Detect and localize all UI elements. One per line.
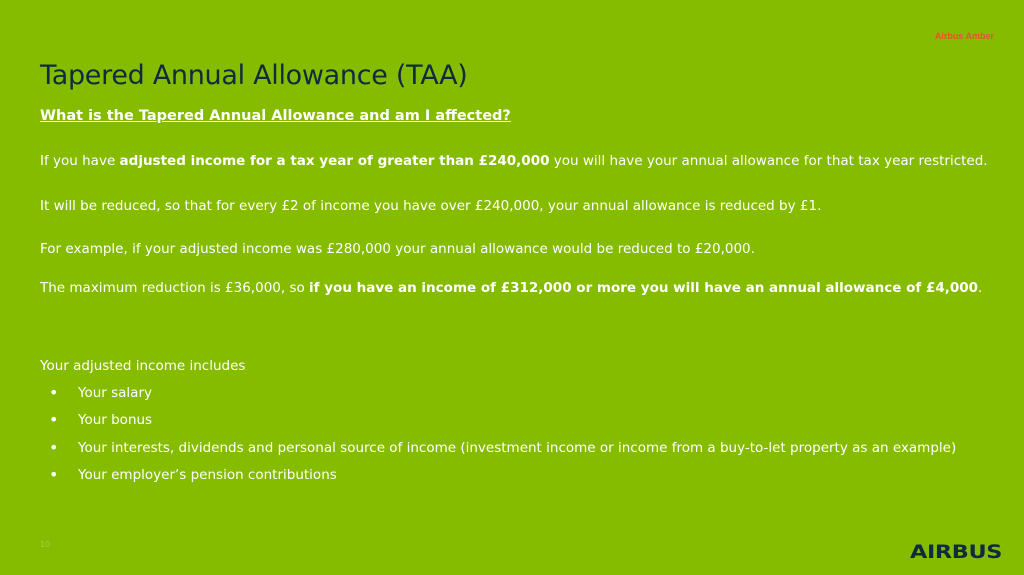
bullet-icon: • xyxy=(49,464,59,484)
includes-list xyxy=(40,384,956,493)
classification-label: Airbus Amber xyxy=(934,31,994,41)
list-item-text: Your interests, dividends and personal source of income (investment income or income from a buy-to-let property as an example) xyxy=(78,439,957,456)
paragraph-maximum-reduction-pre: The maximum reduction is £36,000, so xyxy=(40,280,310,296)
slide-subtitle: What is the Tapered Annual Allowance and am I affected? xyxy=(40,108,511,124)
bullet-icon: • xyxy=(49,410,59,430)
paragraph-threshold-pre: If you have xyxy=(40,153,120,169)
airbus-logo-text: AIRBUS xyxy=(910,541,1002,562)
list-item xyxy=(40,439,956,466)
slide-title: Tapered Annual Allowance (TAA) xyxy=(40,60,468,91)
paragraph-threshold-bold: adjusted income for a tax year of greater than £240,000 xyxy=(119,153,550,169)
list-item xyxy=(40,384,956,411)
list-item-text: Your bonus xyxy=(78,412,153,429)
list-item xyxy=(40,466,956,493)
paragraph-reduction-rule: It will be reduced, so that for every £2 of income you have over £240,000, your annual allowance is reduced by £1. xyxy=(40,198,822,214)
paragraph-example: For example, if your adjusted income was £280,000 your annual allowance would be reduced to £20,000. xyxy=(40,241,755,257)
list-item-text: Your employer’s pension contributions xyxy=(78,466,337,483)
list-item-text: Your salary xyxy=(78,385,152,401)
page-number: 10 xyxy=(40,540,51,549)
paragraph-maximum-reduction-bold: if you have an income of £312,000 or more you will have an annual allowance of £4,000 xyxy=(309,280,979,296)
paragraph-threshold xyxy=(40,153,988,169)
bullet-icon: • xyxy=(49,437,59,457)
list-item xyxy=(40,411,956,438)
bullet-icon: • xyxy=(49,383,59,402)
paragraph-maximum-reduction-post: . xyxy=(978,280,983,296)
paragraph-maximum-reduction xyxy=(40,280,982,296)
paragraph-threshold-post: you will have your annual allowance for that tax year restricted. xyxy=(549,153,988,169)
includes-intro: Your adjusted income includes xyxy=(40,358,246,374)
airbus-logo xyxy=(910,540,1002,562)
